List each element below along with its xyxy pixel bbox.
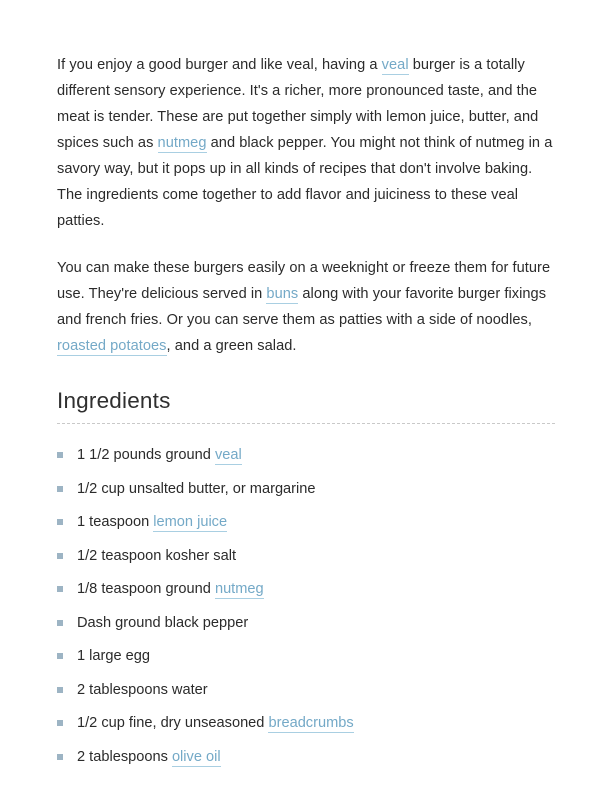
inline-link[interactable]: lemon juice bbox=[153, 514, 228, 530]
text-run: If you enjoy a good burger and like veal, having a bbox=[57, 57, 382, 73]
text-run: and black pepper. You might not think of nutmeg in a savory way, but it pops up in all kinds of recipes that don't involve baking. The ingredients come together to add flavor and juiciness to these veal patties. bbox=[57, 135, 553, 229]
list-item bbox=[57, 616, 555, 631]
text-run: 1 1/2 pounds ground bbox=[77, 447, 215, 463]
inline-link[interactable]: nutmeg bbox=[214, 581, 264, 597]
text-run: , and a green salad. bbox=[166, 338, 297, 354]
inline-link[interactable]: nutmeg bbox=[157, 135, 207, 151]
bullet-square-icon bbox=[57, 586, 63, 592]
body-paragraph bbox=[57, 255, 555, 359]
list-item bbox=[57, 716, 555, 731]
text-run: along with your favorite burger fixings and french fries. Or you can serve them as patties with a side of noodles, bbox=[57, 286, 547, 328]
list-item bbox=[57, 683, 555, 698]
inline-link[interactable]: veal bbox=[381, 57, 409, 73]
bullet-square-icon bbox=[57, 653, 63, 659]
bullet-square-icon bbox=[57, 620, 63, 626]
recipe-article bbox=[57, 52, 555, 765]
text-run: You can make these burgers easily on a weeknight or freeze them for future use. They're delicious served in bbox=[57, 260, 551, 302]
bullet-square-icon bbox=[57, 687, 63, 693]
list-item bbox=[57, 549, 555, 564]
text-run: 1 teaspoon bbox=[77, 514, 154, 530]
bullet-square-icon bbox=[57, 486, 63, 492]
text-run: burger is a totally different sensory experience. It's a richer, more pronounced taste, and the meat is tender. These are put together simply with lemon juice, butter, and spices such as bbox=[57, 57, 539, 151]
list-item bbox=[57, 448, 555, 463]
list-item bbox=[57, 649, 555, 664]
bullet-square-icon bbox=[57, 754, 63, 760]
text-run: 1/8 teaspoon ground bbox=[77, 581, 215, 597]
section-divider bbox=[57, 423, 555, 424]
intro-paragraphs bbox=[57, 52, 555, 359]
inline-link[interactable]: roasted potatoes bbox=[57, 338, 167, 354]
bullet-square-icon bbox=[57, 720, 63, 726]
text-run: 2 tablespoons water bbox=[77, 681, 208, 698]
bullet-square-icon bbox=[57, 553, 63, 559]
list-item bbox=[57, 582, 555, 597]
list-item bbox=[57, 515, 555, 530]
body-paragraph bbox=[57, 52, 555, 234]
inline-link[interactable]: buns bbox=[266, 286, 299, 302]
text-run: Dash ground black pepper bbox=[77, 614, 249, 631]
inline-link[interactable]: olive oil bbox=[171, 748, 221, 765]
text-run: 2 tablespoons bbox=[77, 748, 172, 765]
list-item bbox=[57, 482, 555, 497]
ingredients-list bbox=[57, 448, 555, 765]
text-run: 1/2 teaspoon kosher salt bbox=[77, 547, 237, 564]
inline-link[interactable]: breadcrumbs bbox=[268, 715, 354, 731]
text-run: 1/2 cup unsalted butter, or margarine bbox=[77, 480, 316, 497]
bullet-square-icon bbox=[57, 452, 63, 458]
list-item bbox=[57, 750, 555, 765]
inline-link[interactable]: veal bbox=[214, 447, 242, 463]
text-run: 1/2 cup fine, dry unseasoned bbox=[77, 715, 269, 731]
bullet-square-icon bbox=[57, 519, 63, 525]
page-title: Ingredients bbox=[57, 388, 171, 413]
text-run: 1 large egg bbox=[77, 648, 151, 664]
